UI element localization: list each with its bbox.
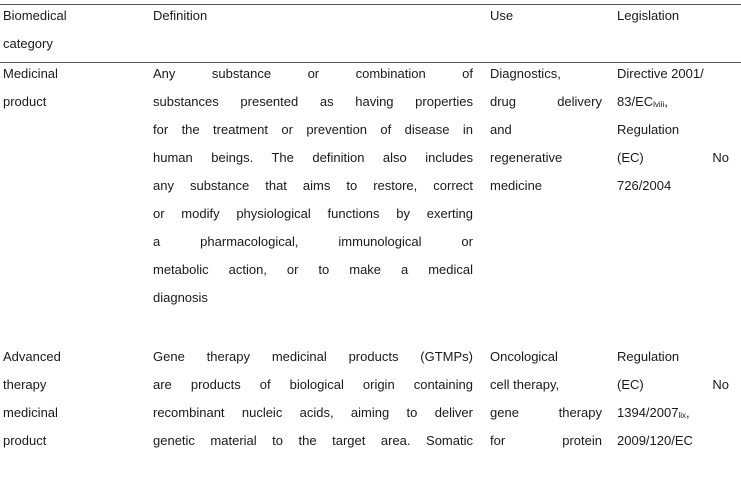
header-category-line: Biomedical — [3, 8, 67, 23]
header-category — [3, 2, 143, 58]
row-2-legislation: Regulation (EC) No $1394/2007_{lix}$, 2009/120/EC — [617, 349, 729, 448]
row-1-use: Diagnostics, drug delivery and regenerative medicine — [490, 66, 602, 193]
header-definition: Definition — [153, 8, 208, 23]
row-1-definition: Any substance or combination of substances presented as having properties for the treatment or prevention of disease in human beings. The definition also includes any substance that aims to restore, correct or modify physiological functions by exerting a pharmacological, immunological or metabolic action, or to make a medical diagnosis — [153, 66, 473, 305]
row-2-use: Oncological cell therapy, gene therapy for protein — [490, 349, 602, 448]
row-2-definition: Gene therapy medicinal products (GTMPs) are products of biological origin containing recombinant nucleic acids, aiming to deliver genetic material to the target area. Somatic — [153, 349, 473, 448]
row-1-legislation: Directive 2001/ $83/EC_{lviii}$, Regulation (EC) No 726/2004 — [617, 66, 729, 193]
header-use: Use — [490, 8, 514, 23]
header-legislation: Legislation — [617, 8, 680, 23]
row-1-category: Medicinal product — [3, 66, 58, 109]
row-2-category: Advanced therapy medicinal product — [3, 349, 61, 448]
header-category-line: category — [3, 36, 53, 51]
